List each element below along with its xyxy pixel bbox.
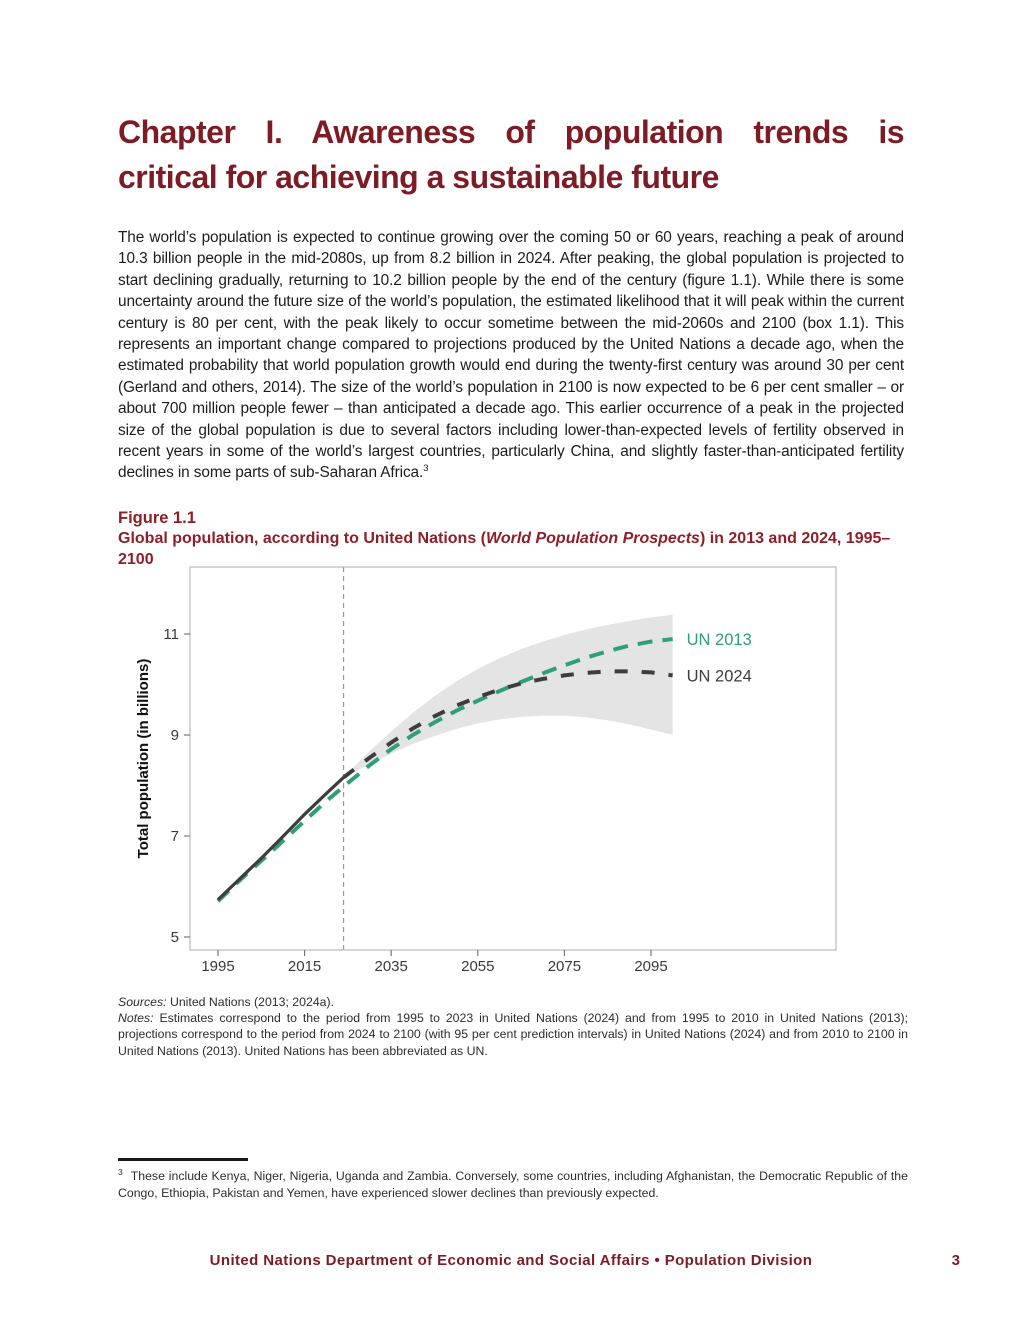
figure-title-italic: World Population Prospects — [486, 530, 700, 547]
footnote-marker: 3 — [118, 1166, 123, 1177]
sources-label: Sources: — [118, 995, 167, 1009]
figure-notes — [118, 994, 908, 1059]
figure-title-tail: ) in 2013 and 2024, 1995–2100 — [118, 530, 891, 568]
y-axis-title: Total population (in billions) — [135, 658, 152, 859]
x-axis-tick-label: 2015 — [287, 958, 322, 975]
population-chart-svg — [110, 565, 910, 985]
uncertainty-band — [344, 615, 673, 778]
un-2013-label: UN 2013 — [686, 631, 752, 650]
figure-sources — [118, 994, 908, 1010]
plot-panel-border — [190, 567, 836, 950]
x-axis-tick-label: 1995 — [201, 958, 235, 975]
x-axis-tick-label: 2095 — [634, 958, 668, 975]
y-axis-tick-label: 7 — [170, 828, 179, 845]
notes-label: Notes: — [118, 1011, 154, 1026]
y-axis-tick-label: 5 — [170, 929, 179, 946]
figure-caption — [118, 508, 904, 570]
un-2024-estimate-line — [218, 777, 344, 899]
body-paragraph — [118, 227, 904, 484]
chapter-title-line1: Chapter I. Awareness of population trends is — [118, 114, 904, 150]
x-axis-tick-label: 2035 — [374, 958, 408, 975]
footnote-reference: 3 — [423, 463, 429, 475]
sources-text: United Nations (2013; 2024a). — [169, 995, 335, 1009]
x-axis-tick-label: 2055 — [461, 958, 495, 975]
body-text: The world’s population is expected to continue growing over the coming 50 or 60 years, reaching a peak of around 10.3 billion people in the mid-2080s, up from 8.2 billion in 2024. After peaking, the global population is projected to start declining gradually, returning to 10.2 billion people by the end of the century (figure 1.1). While there is some uncertainty around the future size of the world’s population, the estimated likelihood that it will peak within the current century is 80 per cent, with the peak likely to occur sometime between the mid-2060s and 2100 (box 1.1). This represents an important change compared to projections produced by the United Nations a decade ago, when the estimated probability that world population growth would end during the twenty-first century was around 30 per cent (Gerland and others, 2014). The size of the world’s population in 2100 is now expected to be 6 per cent smaller – or about 700 million people fewer – than anticipated a decade ago. This earlier occurrence of a peak in the projected size of the global population is due to several factors including lower-than-expected levels of fertility observed in recent years in some of the world’s largest countries, particularly China, and slightly faster-than-anticipated fertility declines in some parts of sub-Saharan Africa. — [118, 229, 904, 482]
y-axis-tick-label: 11 — [163, 626, 179, 643]
notes-text: Estimates correspond to the period from 1995 to 2023 in United Nations (2024) and from 1995 to 2010 in United Nations (2013); projections correspond to the period from 2024 to 2100 (with 95 per cent prediction intervals) in United Nations (2024) and from 2010 to 2100 in United Nations (2013). United Nations has been abbreviated as UN. — [118, 1011, 908, 1058]
page-footer: United Nations Department of Economic and Social Affairs • Population Division — [209, 1252, 813, 1269]
figure-notes-text — [118, 1010, 908, 1059]
chapter-title-line2: critical for achieving a sustainable future — [118, 159, 719, 195]
figure-title-text: Global population, according to United Nations ( — [118, 530, 486, 547]
footnote-text: These include Kenya, Niger, Nigeria, Uganda and Zambia. Conversely, some countries, including Afghanistan, the Democratic Republic of the Congo, Ethiopia, Pakistan and Yemen, have experienced slower declines than previously expected. — [118, 1169, 908, 1200]
figure-number: Figure 1.1 — [118, 509, 196, 527]
y-axis-tick-label: 9 — [170, 727, 179, 744]
footnote — [118, 1168, 908, 1202]
figure-title — [118, 528, 904, 570]
page-number: 3 — [951, 1252, 960, 1269]
chapter-title — [118, 110, 904, 200]
population-chart — [110, 565, 910, 985]
un-2024-label: UN 2024 — [686, 667, 752, 686]
footnote-divider — [118, 1158, 248, 1161]
x-axis-tick-label: 2075 — [547, 958, 582, 975]
